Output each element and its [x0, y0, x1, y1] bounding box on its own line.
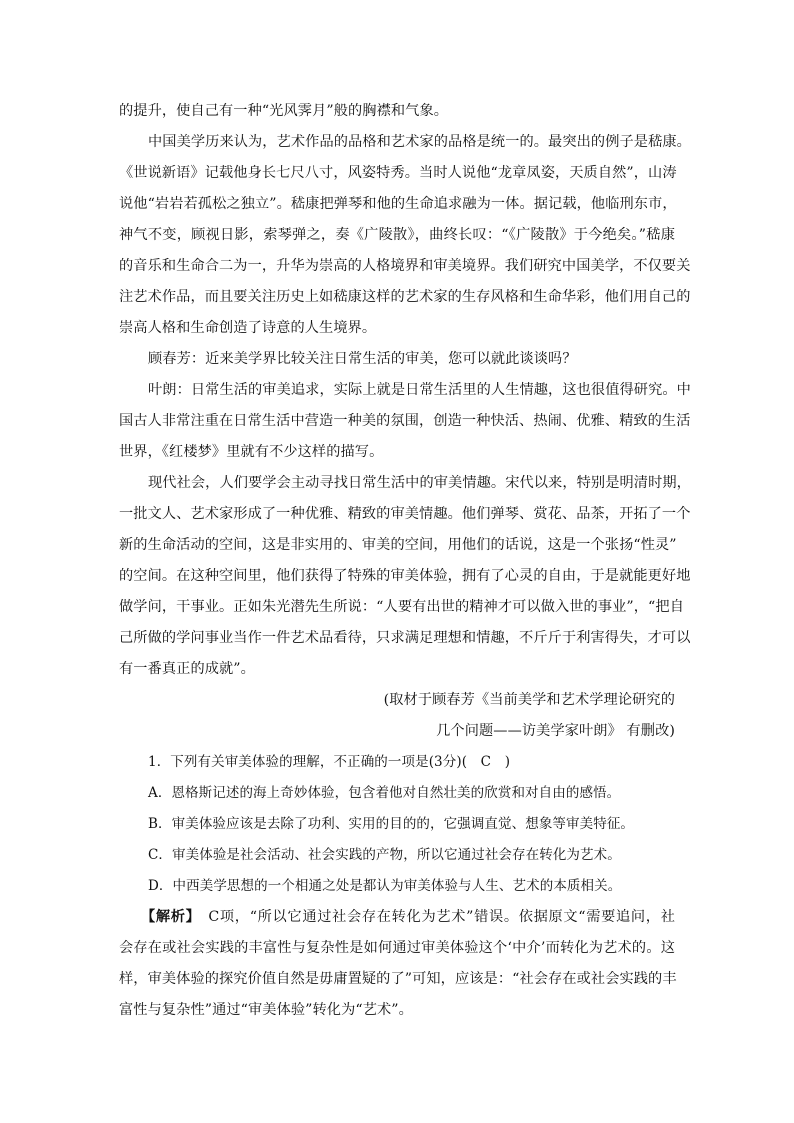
body-line: 中国美学历来认为，艺术作品的品格和艺术家的品格是统一的。最突出的例子是嵇康。: [148, 134, 691, 150]
option-b: B．审美体验应该是去除了功利、实用的目的的，它强调直觉、想象等审美特征。: [148, 816, 635, 832]
analysis-line-3: 样，审美体验的探究价值自然是毋庸置疑的了”可知，应该是：“社会存在或社会实践的丰: [119, 971, 677, 987]
body-line: 国古人非常注重在日常生活中营造一种美的氛围，创造一种快活、热闹、优雅、精致的生活: [119, 413, 691, 429]
document-page: [119, 96, 691, 1026]
body-line: 的提升，使自己有一种“光风霁月”般的胸襟和气象。: [119, 103, 449, 119]
body-line: 神气不变，顾视日影，索琴弹之，奏《广陵散》，曲终长叹：“《广陵散》于今绝矣。”嵇康: [119, 227, 675, 243]
analysis-line-1: [119, 902, 675, 933]
question-stem: 1．下列有关审美体验的理解，不正确的一项是(3分)( C ): [148, 754, 511, 770]
article-body: [119, 96, 691, 685]
body-line: 注艺术作品，而且要关注历史上如嵇康这样的艺术家的生存风格和生命华彩，他们用自己的: [119, 289, 691, 305]
body-line: 现代社会，人们要学会主动寻找日常生活中的审美情趣。宋代以来，特别是明清时期，: [148, 475, 691, 491]
body-line: 《世说新语》记载他身长七尺八寸，风姿特秀。当时人说他“龙章凤姿，天质自然”，山涛: [119, 165, 677, 181]
body-line: 说他“岩岩若孤松之独立”。嵇康把弹琴和他的生命追求融为一体。据记载，他临刑东市，: [119, 196, 677, 212]
analysis-text-1: C项，“所以它通过社会存在转化为艺术”错误。依据原文“需要追问，社: [193, 909, 675, 925]
body-line: 世界，《红楼梦》里就有不少这样的描写。: [119, 444, 384, 460]
analysis-line-2: 会存在或社会实践的丰富性与复杂性是如何通过审美体验这个‘中介’而转化为艺术的。这: [119, 940, 675, 956]
option-a: A．恩格斯记述的海上奇妙体验，包含着他对自然壮美的欣赏和对自由的感悟。: [148, 785, 621, 801]
body-line: 己所做的学问事业当作一件艺术品看待，只求满足理想和情趣，不斤斤于利害得失，才可以: [119, 630, 691, 646]
body-line: 有一番真正的成就”。: [119, 661, 255, 677]
source-citation-line-2: 几个问题——访美学家叶朗》 有删改): [436, 723, 675, 739]
body-line: 一批文人、艺术家形成了一种优雅、精致的审美情趣。他们弹琴、赏花、品茶，开拓了一个: [119, 506, 691, 522]
body-line: 做学问，干事业。正如朱光潜先生所说：“人要有出世的精神才可以做入世的事业”，“把自: [119, 599, 684, 615]
option-c: C．审美体验是社会活动、社会实践的产物，所以它通过社会存在转化为艺术。: [148, 847, 621, 863]
body-line: 顾春芳：近来美学界比较关注日常生活的审美，您可以就此谈谈吗？: [148, 351, 577, 367]
analysis-line-4: 富性与复杂性”通过“审美体验”转化为“艺术”。: [119, 1002, 413, 1018]
body-line: 的音乐和生命合二为一，升华为崇高的人格境界和审美境界。我们研究中国美学，不仅要关: [119, 258, 691, 274]
option-d: D．中西美学思想的一个相通之处是都认为审美体验与人生、艺术的本质相关。: [148, 878, 622, 894]
body-line: 的空间。在这种空间里，他们获得了特殊的审美体验，拥有了心灵的自由，于是就能更好地: [119, 568, 691, 584]
body-line: 叶朗：日常生活的审美追求，实际上就是日常生活里的人生情趣，这也很值得研究。中: [148, 382, 691, 398]
body-line: 新的生命活动的空间，这是非实用的、审美的空间，用他们的话说，这是一个张扬“性灵”: [119, 537, 677, 553]
source-citation-line-1: (取材于顾春芳《当前美学和艺术学理论研究的: [383, 692, 675, 708]
analysis-label: 【解析】: [141, 909, 194, 925]
body-line: 崇高人格和生命创造了诗意的人生境界。: [119, 320, 377, 336]
